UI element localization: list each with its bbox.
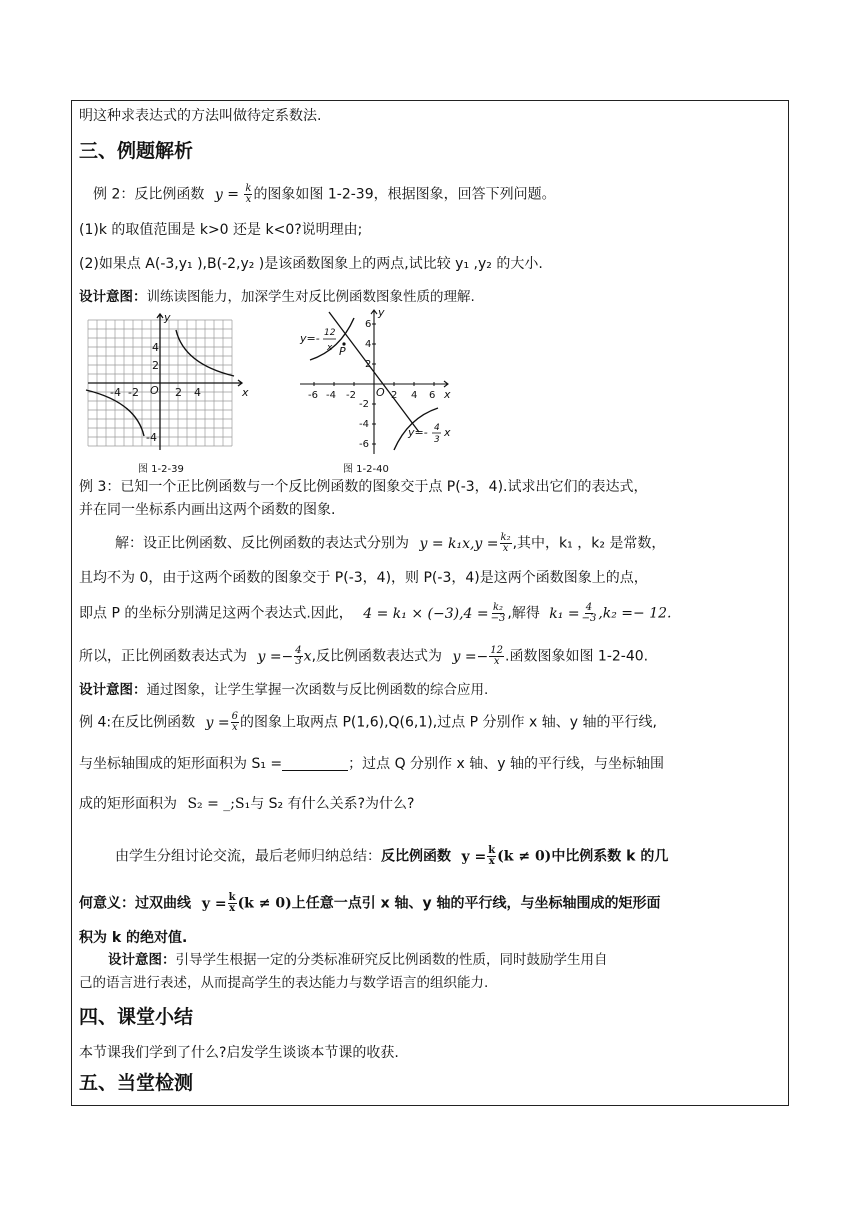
y-tick-m2: -2 [359,399,369,410]
y-tick-m6: -6 [359,439,369,450]
y-axis-label: y [164,312,171,324]
fraction-denominator: x [502,543,509,554]
discussion-line-2 [79,893,661,914]
example-4-line-1 [79,712,657,733]
fraction-numerator: 4 [295,645,302,656]
fraction-denominator: 3 [295,656,302,667]
example-4-text: ；过点 Q 分别作 x 轴、y 轴的平行线，与坐标轴围 [348,756,664,772]
design-intent-3-cont: 己的语言进行表述，从而提高学生的表达能力与数学语言的组织能力. [79,975,489,991]
fraction [490,603,507,624]
fraction [500,533,512,554]
example-4-line-2 [79,754,664,774]
fraction [228,893,237,914]
design-intent-text: 通过图象，让学生掌握一次函数与反比例函数的综合应用. [146,682,489,698]
formula: y =− [257,648,294,665]
hyperbola-label-y: y=- [300,332,320,345]
formula: y = k₁x,y = [419,535,499,552]
design-intent-label: 设计意图： [108,952,176,968]
fraction [487,846,496,867]
intro-last-line: 明这种求表达式的方法叫做待定系数法. [79,108,322,124]
figure-1-2-40-graph [296,308,456,458]
y-tick-4: 4 [152,341,159,354]
solution-line-1 [115,533,665,554]
discussion-line-3: 积为 k 的绝对值. [79,930,188,946]
fraction-denominator: −3 [490,613,506,624]
section-3-heading: 三、例题解析 [79,140,194,162]
origin-label: O [376,386,385,399]
fraction [231,712,239,733]
y-axis-label: y [378,308,385,319]
fraction-numerator: k [488,845,496,856]
formula: ,k₂ =− 12. [598,605,672,622]
formula: y = [205,714,230,731]
fraction [294,646,302,667]
hyperbola-label-numerator: 12 [324,328,336,338]
example-3-line-2: 并在同一坐标系内画出这两个函数的图象. [79,502,336,518]
formula: (k ≠ 0) [497,848,552,865]
line-label-x: x [444,426,451,439]
point-p-label: P [339,345,346,358]
x-tick-m2: -2 [346,390,356,401]
example-4-text: 与坐标轴围成的矩形面积为 S₁ = [79,756,283,772]
function-y: y [214,186,223,203]
y-tick-4: 4 [365,339,372,350]
solution-text: 即点 P 的坐标分别满足这两个表达式.因此， [79,605,353,622]
solution-line-4 [79,646,648,667]
fraction-numerator: k₂ [492,602,504,613]
discussion-text: 由学生分组讨论交流，最后老师归纳总结： [115,848,381,865]
x-tick-6: 6 [429,390,436,401]
y-tick-2: 2 [152,359,159,372]
fraction-numerator: 6 [231,711,238,722]
fraction-numerator: k [228,892,236,903]
formula: x [303,648,312,665]
discussion-line-1 [115,846,668,867]
x-axis-label: x [444,388,451,401]
example-2-question-1: (1)k 的取值范围是 k>0 还是 k<0?说明理由; [79,222,363,238]
line-label-y: y=- [408,426,428,439]
example-3-line-1: 例 3：已知一个正比例函数与一个反比例函数的图象交于点 P(-3，4).试求出它们的表达式， [79,479,648,495]
x-tick-4: 4 [411,390,418,401]
design-intent-label: 设计意图： [79,289,147,305]
formula: 4 = k₁ × (−3),4 = [363,605,489,622]
section-4-heading: 四、课堂小结 [79,1006,194,1028]
y-tick-m4: -4 [359,419,369,430]
discussion-bold-text: 上任意一点引 x 轴、y 轴的平行线，与坐标轴围成的矩形面 [291,895,661,912]
example-2-question-2: (2)如果点 A(-3,y₁ ),B(-2,y₂ )是该函数图象上的两点,试比较 y₁ ,y₂ 的大小. [79,256,543,272]
figure-1-2-40 [296,308,456,462]
example-4-text: 例 4:在反比例函数 [79,714,196,731]
fraction-numerator: k [245,183,252,194]
origin-label: O [150,384,159,397]
fraction-denominator: x [493,656,500,667]
x-tick-m6: -6 [308,390,318,401]
formula: y = [461,848,487,865]
x-tick-2: 2 [391,390,398,401]
discussion-bold-text: 何意义：过双曲线 [79,895,191,912]
example-4-text: 与 S₂ 有什么关系?为什么? [250,796,415,812]
fraction [581,603,598,624]
formula: y = [201,895,227,912]
fraction-numerator: k₂ [500,532,511,543]
design-intent-1 [79,287,475,307]
x-tick-m4: -4 [110,386,121,399]
line-label-numerator: 4 [434,423,440,433]
fraction-denominator: x [245,194,252,205]
solution-text: ,其中，k₁ ，k₂ 是常数， [512,535,666,552]
figure-1-2-39 [84,312,254,456]
design-intent-label: 设计意图： [79,682,147,698]
section-5-heading: 五、当堂检测 [79,1072,194,1094]
x-tick-2: 2 [175,386,182,399]
figure-1-2-39-caption: 图 1-2-39 [138,464,184,475]
example-4-text: 成的矩形面积为 [79,796,177,812]
formula: S₂ = _;S₁ [187,796,251,812]
formula: (k ≠ 0) [237,895,292,912]
example-4-text: 的图象上取两点 P(1,6),Q(6,1),过点 P 分别作 x 轴、y 轴的平行线, [240,714,657,731]
fraction-denominator: −3 [581,613,597,624]
design-intent-text: 引导学生根据一定的分类标准研究反比例函数的性质，同时鼓励学生用自 [175,952,608,968]
design-intent-text: 训练读图能力，加深学生对反比例函数图象性质的理解. [146,289,475,305]
solution-text: ,反比例函数表达式为 [311,648,443,665]
figure-1-2-39-graph [84,312,254,452]
function-fraction [244,184,252,205]
x-tick-4: 4 [194,386,201,399]
fraction-numerator: 12 [490,645,504,656]
y-tick-2: 2 [365,359,372,370]
design-intent-2 [79,680,488,700]
formula: y =− [452,648,489,665]
axes [88,314,242,450]
fraction-denominator: x [231,722,238,733]
fraction [489,646,504,667]
example-2-tail: 的图象如图 1-2-39，根据图象，回答下列问题。 [253,186,556,203]
figure-1-2-40-caption: 图 1-2-40 [343,464,389,475]
solution-text: ,解得 [507,605,540,622]
design-intent-3 [108,950,608,970]
x-tick-m4: -4 [326,390,336,401]
solution-text: .函数图象如图 1-2-40. [505,648,649,665]
answer-blank-s1 [282,756,348,771]
fraction-denominator: x [229,903,236,914]
line-label-denominator: 3 [434,435,440,445]
example-4-line-3 [79,794,414,814]
y-tick-m4: -4 [146,431,157,444]
x-tick-m2: -2 [128,386,139,399]
y-tick-6: 6 [365,319,372,330]
solution-line-2: 且均不为 0，由于这两个函数的图象交于 P(-3，4)，则 P(-3，4)是这两个函数图象上的点， [79,570,648,586]
fraction-denominator: x [488,856,495,867]
fraction-numerator: 4 [585,602,593,613]
summary-text: 本节课我们学到了什么?启发学生谈谈本节课的收获. [79,1045,399,1061]
example-2-lead: 例 2：反比例函数 [93,186,205,203]
formula: k₁ = [549,605,580,622]
solution-text: 所以，正比例函数表达式为 [79,648,247,665]
discussion-bold-text: 反比例函数 [381,848,451,865]
solution-line-3 [79,603,671,624]
solution-text: 解：设正比例函数、反比例函数的表达式分别为 [115,535,409,552]
hyperbola-label-denominator: x [327,343,333,353]
x-axis-label: x [242,386,249,399]
function-equals: = [227,186,239,203]
discussion-bold-text: 中比例系数 k 的几 [551,848,669,865]
example-2-line [93,184,556,205]
